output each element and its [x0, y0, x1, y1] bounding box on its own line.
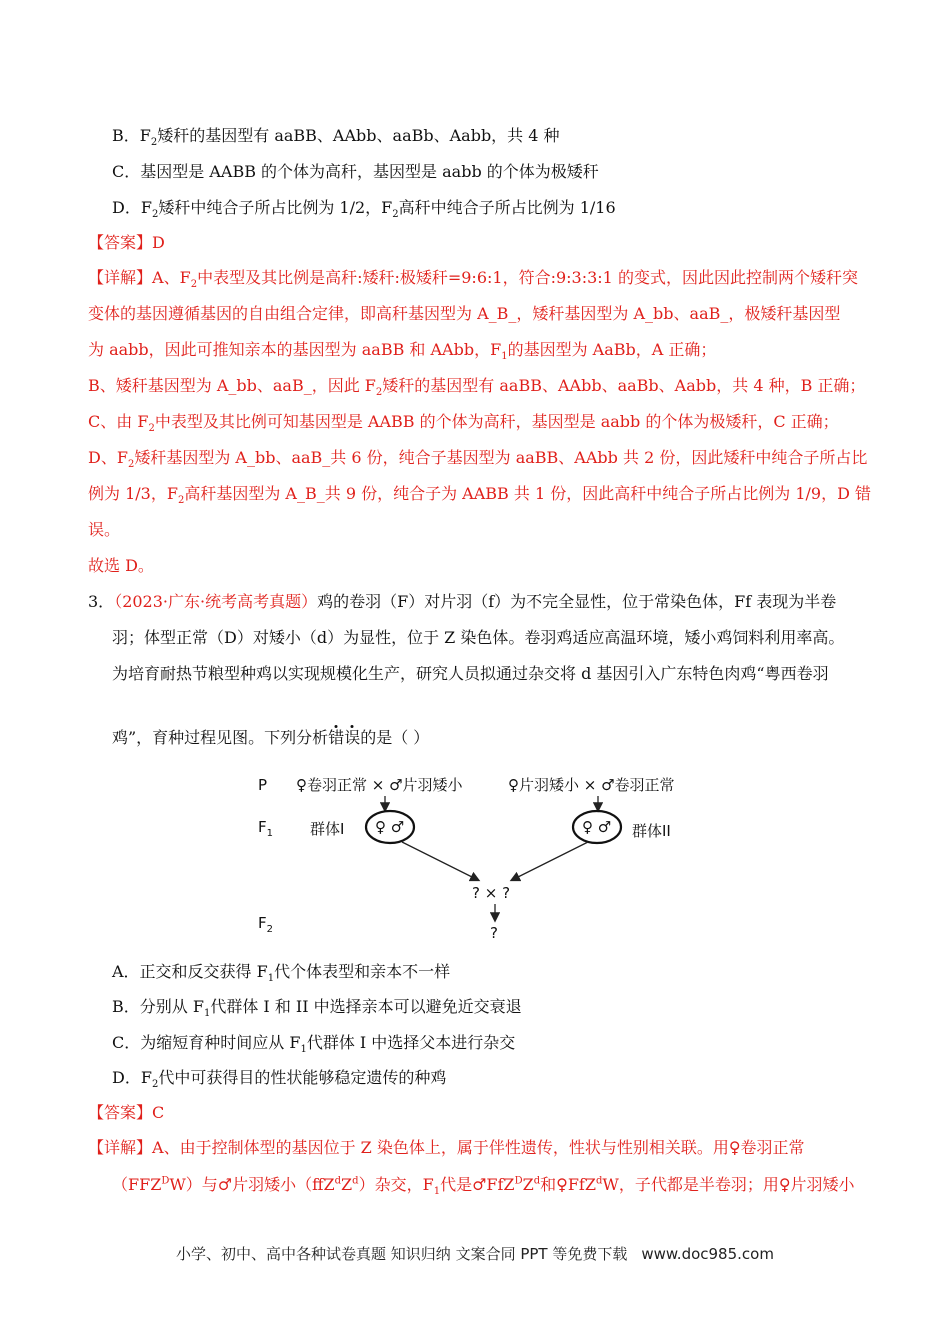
- group-1-label: 群体I: [310, 820, 345, 838]
- q3-option-c: C．为缩短育种时间应从 $F_1$代群体 I 中选择父本进行杂交: [112, 1033, 516, 1056]
- q2-option-b: B．$F_2$矮秆的基因型有 aaBB、AAbb、aaBb、Aabb，共 4 种: [112, 126, 560, 149]
- breeding-diagram: [250, 770, 710, 945]
- group-1-pair: ♀ ♂: [375, 818, 405, 836]
- cross-right: ♀片羽矮小 × ♂卷羽正常: [508, 776, 675, 794]
- cross-left: ♀卷羽正常 × ♂片羽矮小: [296, 776, 463, 794]
- q2-explain-line-3: 为 aabb，因此可推知亲本的基因型为 aaBB 和 AAbb，$F_1$的基因型为 AaBb，A 正确；: [88, 340, 717, 363]
- q3-explain-line-1: 【详解】A、由于控制体型的基因位于 Z 染色体上，属于伴性遗传，性状与性别相关联。用♀卷羽正常: [88, 1138, 805, 1157]
- group-2-label: 群体II: [632, 822, 671, 840]
- q2-explain-line-4: B、矮秆基因型为 A_bb、aaB_，因此 $F_2$矮秆的基因型有 aaBB、AAbb、aaBb、Aabb，共 4 种，B 正确；: [88, 376, 866, 399]
- q3-stem-line-4: 鸡”，育种过程见图。下列分析错误的是（ ）: [112, 728, 430, 747]
- q2-explain-line-6: D、$F_2$矮秆基因型为 A_bb、aaB_共 6 份，纯合子基因型为 aaBB、AAbb 共 2 份，因此矮秆中纯合子所占比: [88, 448, 868, 471]
- arrow-group1-to-cross: [402, 842, 478, 880]
- q3-stem-line-3: 为培育耐热节粮型种鸡以实现规模化生产，研究人员拟通过杂交将 d 基因引入广东特色肉鸡“粤西卷羽: [112, 664, 829, 683]
- q3-option-d: D．$F_2$代中可获得目的性状能够稳定遗传的种鸡: [112, 1068, 447, 1091]
- page-footer: [0, 1243, 950, 1264]
- q3-stem-line-2: 羽；体型正常（D）对矮小（d）为显性，位于 Z 染色体。卷羽鸡适应高温环境，矮小鸡饲料利用率高。: [112, 628, 845, 647]
- q2-answer: 【答案】D: [88, 233, 165, 252]
- footer-text: 小学、初中、高中各种试卷真题 知识归纳 文案合同 PPT 等免费下载: [176, 1245, 628, 1263]
- q2-explain-line-8: 误。: [88, 520, 121, 539]
- q2-conclusion: 故选 D。: [88, 556, 154, 575]
- generation-f1-label: $F_1$: [258, 818, 274, 839]
- footer-url[interactable]: www.doc985.com: [641, 1245, 774, 1263]
- generation-p-label: P: [258, 776, 268, 794]
- q3-option-b: B．分别从 $F_1$代群体 I 和 II 中选择亲本可以避免近交衰退: [112, 997, 522, 1020]
- q2-explain-line-1: 【详解】A、$F_2$中表型及其比例是高秆:矮秆:极矮秆=9:6:1，符合:9:3:3:1 的变式，因此因此控制两个矮秆突: [88, 268, 858, 291]
- group-2-pair: ♀ ♂: [582, 818, 612, 836]
- f2-offspring: ?: [490, 924, 498, 942]
- arrow-group2-to-cross: [512, 842, 588, 880]
- f1-cross: ? × ?: [472, 884, 511, 902]
- q2-option-d: D．$F_2$矮秆中纯合子所占比例为 1/2，$F_2$高秆中纯合子所占比例为 1/16: [112, 198, 616, 221]
- q2-option-c: C．基因型是 AABB 的个体为高秆，基因型是 aabb 的个体为极矮秆: [112, 162, 599, 181]
- q3-answer: 【答案】C: [88, 1103, 165, 1122]
- q2-explain-line-2: 变体的基因遵循基因的自由组合定律，即高秆基因型为 A_B_，矮秆基因型为 A_bb、aaB_，极矮秆基因型: [88, 304, 841, 323]
- q3-option-a: A．正交和反交获得 $F_1$代个体表型和亲本不一样: [112, 962, 451, 985]
- generation-f2-label: $F_2$: [258, 914, 274, 935]
- q3-stem-line-1: 3．（2023·广东·统考高考真题）鸡的卷羽（F）对片羽（f）为不完全显性，位于常染色体，Ff 表现为半卷: [88, 592, 837, 611]
- q2-explain-line-5: C、由 $F_2$中表型及其比例可知基因型是 AABB 的个体为高秆，基因型是 aabb 的个体为极矮秆，C 正确；: [88, 412, 839, 435]
- q2-explain-line-7: 例为 1/3，$F_2$高秆基因型为 A_B_共 9 份，纯合子为 AABB 共 1 份，因此高秆中纯合子所占比例为 1/9，D 错: [88, 484, 871, 507]
- q3-explain-line-2: $(FFZ^DW)$与♂片羽矮小$(ffZ^dZ^d)$杂交，$F_1$代是$♂FfZ^DZ^d$和♀FfZ$^d$W，子代都是半卷羽；用♀片羽矮小: [112, 1175, 855, 1198]
